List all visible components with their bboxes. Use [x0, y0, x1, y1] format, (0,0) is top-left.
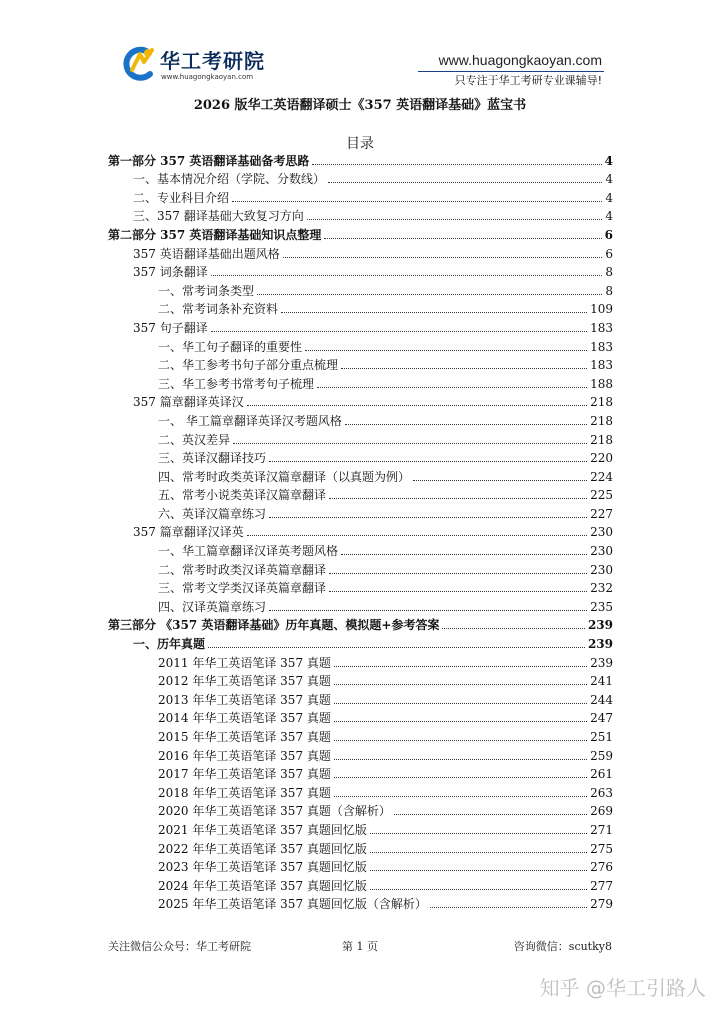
toc-entry-label: 357 篇章翻译英译汉 — [133, 395, 244, 410]
toc-entry-label: 2015 年华工英语笔译 357 真题 — [158, 730, 331, 744]
toc-entry-label: 三、华工参考书常考句子梳理 — [158, 376, 315, 391]
toc-entry-label: 四、常考时政类英译汉篇章翻译（以真题为例） — [158, 469, 411, 484]
toc-entry[interactable] — [108, 317, 613, 336]
toc-entry-page: 239 — [590, 655, 613, 670]
toc-entry[interactable] — [108, 689, 613, 708]
toc-entry[interactable] — [108, 503, 613, 522]
toc-entry-page: 244 — [590, 692, 613, 707]
toc-entry-page: 8 — [605, 265, 613, 280]
toc-leader-dots — [257, 294, 602, 295]
toc-entry-label: 三、英译汉翻译技巧 — [158, 451, 267, 466]
toc-entry-label: 357 英语翻译基础出题风格 — [133, 246, 280, 261]
footer-page-number: 第 1 页 — [342, 940, 378, 953]
toc-entry-label: 一、华工句子翻译的重要性 — [158, 339, 303, 354]
toc-entry-page: 6 — [605, 246, 613, 261]
toc-entry[interactable] — [108, 615, 613, 634]
toc-entry-page: 225 — [590, 488, 613, 503]
page-header — [0, 0, 720, 92]
toc-entry-label: 一、历年真题 — [133, 637, 206, 652]
toc-entry-page: 183 — [590, 358, 613, 373]
toc-leader-dots — [370, 852, 587, 853]
toc-entry-page: 227 — [590, 506, 613, 521]
toc-leader-dots — [232, 201, 602, 202]
toc-leader-dots — [328, 182, 602, 183]
toc-leader-dots — [307, 219, 603, 220]
toc-entry-label: 2014 年华工英语笔译 357 真题 — [158, 711, 331, 726]
toc-entry-label: 2025 年华工英语笔译 357 真题回忆版（含解析） — [158, 897, 427, 912]
toc-entry[interactable] — [108, 373, 613, 392]
toc-leader-dots — [341, 554, 587, 555]
toc-entry[interactable] — [108, 782, 613, 801]
toc-entry-label: 一、华工篇章翻译汉译英考题风格 — [158, 544, 339, 559]
toc-entry-label: 五、常考小说类英译汉篇章翻译 — [158, 488, 327, 503]
toc-entry[interactable] — [108, 875, 613, 894]
brand-name: 华工考研院 — [160, 49, 265, 73]
toc-entry-label: 2024 年华工英语笔译 357 真题回忆版 — [158, 878, 367, 893]
toc-leader-dots — [211, 331, 587, 332]
toc-leader-dots — [305, 350, 587, 351]
toc-entry-page: 109 — [590, 302, 613, 317]
toc-leader-dots — [281, 312, 587, 313]
toc-leader-dots — [334, 740, 587, 741]
toc-entry-label: 2017 年华工英语笔译 357 真题 — [158, 767, 331, 782]
footer-wechat-account: 关注微信公众号：华工考研院 — [108, 940, 251, 953]
toc-entry-label: 四、汉译英篇章练习 — [158, 599, 267, 614]
toc-entry[interactable] — [108, 596, 613, 615]
toc-entry-label: 357 词条翻译 — [133, 265, 208, 280]
toc-leader-dots — [317, 387, 587, 388]
toc-leader-dots — [334, 759, 587, 760]
toc-entry-page: 4 — [604, 153, 613, 168]
toc-entry-label: 一、常考词条类型 — [158, 283, 255, 298]
toc-entry-page: 230 — [590, 544, 613, 559]
toc-entry[interactable] — [108, 392, 613, 411]
toc-entry-page: 235 — [590, 599, 613, 614]
toc-entry-page: 188 — [590, 376, 613, 391]
toc-leader-dots — [211, 275, 603, 276]
toc-entry-label: 一、基本情况介绍（学院、分数线） — [133, 172, 326, 187]
toc-entry[interactable] — [108, 745, 613, 764]
toc-entry[interactable] — [108, 150, 613, 169]
toc-entry-label: 2021 年华工英语笔译 357 真题回忆版 — [158, 822, 367, 837]
toc-entry-page: 4 — [605, 172, 613, 187]
toc-entry-label: 2012 年华工英语笔译 357 真题 — [158, 674, 331, 689]
toc-heading: 目录 — [346, 136, 374, 152]
toc-entry[interactable] — [108, 801, 613, 820]
toc-entry-label: 一、 华工篇章翻译英译汉考题风格 — [158, 413, 342, 428]
toc-entry[interactable] — [108, 429, 613, 448]
toc-entry-label: 二、专业科目介绍 — [133, 190, 230, 205]
toc-entry-label: 357 篇章翻译汉译英 — [133, 525, 244, 540]
toc-leader-dots — [324, 238, 601, 239]
toc-entry-label: 二、英汉差异 — [158, 432, 231, 447]
toc-leader-dots — [370, 833, 587, 834]
toc-leader-dots — [334, 796, 587, 797]
toc-leader-dots — [334, 666, 587, 667]
toc-entry[interactable] — [108, 466, 613, 485]
toc-entry[interactable] — [108, 243, 613, 262]
toc-entry[interactable] — [108, 262, 613, 281]
toc-entry[interactable] — [108, 224, 613, 243]
toc-entry-label: 六、英译汉篇章练习 — [158, 506, 267, 521]
toc-entry-page: 261 — [590, 767, 613, 782]
site-url: www.huagongkaoyan.com — [438, 52, 602, 68]
toc-leader-dots — [345, 424, 587, 425]
toc-leader-dots — [329, 498, 587, 499]
toc-entry-label: 第三部分 《357 英语翻译基础》历年真题、模拟题+参考答案 — [108, 618, 440, 633]
toc-leader-dots — [334, 684, 587, 685]
brand-logo-icon — [118, 44, 158, 84]
toc-entry-page: 218 — [590, 413, 613, 428]
toc-entry[interactable] — [108, 336, 613, 355]
toc-entry-label: 二、华工参考书句子部分重点梳理 — [158, 358, 339, 373]
toc-leader-dots — [208, 647, 585, 648]
toc-entry[interactable] — [108, 857, 613, 876]
document-title: 2026 版华工英语翻译硕士《357 英语翻译基础》蓝宝书 — [193, 98, 527, 113]
toc-leader-dots — [247, 535, 587, 536]
toc-entry[interactable] — [108, 838, 613, 857]
toc-entry-page: 232 — [590, 581, 613, 596]
toc-entry-label: 三、357 翻译基础大致复习方向 — [133, 209, 304, 224]
toc-entry[interactable] — [108, 485, 613, 504]
toc-entry-page: 4 — [605, 209, 613, 224]
toc-entry-label: 二、常考时政类汉译英篇章翻译 — [158, 562, 327, 577]
toc-entry-page: 230 — [590, 525, 613, 540]
toc-entry-page: 8 — [605, 283, 613, 298]
toc-entry-label: 三、常考文学类汉译英篇章翻译 — [158, 581, 327, 596]
toc-entry[interactable] — [108, 708, 613, 727]
toc-entry[interactable] — [108, 578, 613, 597]
toc-entry-page: 4 — [605, 190, 613, 205]
toc-entry-page: 230 — [590, 562, 613, 577]
toc-entry-page: 271 — [590, 822, 613, 837]
toc-entry[interactable] — [108, 206, 613, 225]
toc-entry-page: 275 — [590, 841, 613, 856]
brand-url: www.huagongkaoyan.com — [161, 73, 254, 81]
toc-entry-page: 220 — [590, 451, 613, 466]
toc-entry-page: 263 — [590, 785, 613, 800]
toc-entry[interactable] — [108, 522, 613, 541]
toc-entry[interactable] — [108, 299, 613, 318]
toc-entry-page: 6 — [604, 227, 613, 242]
toc-leader-dots — [269, 461, 587, 462]
toc-entry[interactable] — [108, 187, 613, 206]
toc-entry[interactable] — [108, 355, 613, 374]
toc-entry-page: 218 — [590, 432, 613, 447]
toc-entry-page: 239 — [587, 618, 613, 633]
toc-leader-dots — [430, 907, 587, 908]
toc-entry-label: 二、常考词条补充资料 — [158, 302, 279, 317]
toc-leader-dots — [341, 368, 587, 369]
toc-leader-dots — [370, 870, 587, 871]
toc-entry-label: 2011 年华工英语笔译 357 真题 — [158, 655, 331, 670]
toc-entry-page: 251 — [590, 730, 613, 744]
toc-entry[interactable] — [108, 448, 613, 467]
footer-contact: 咨询微信：scutky8 — [513, 940, 612, 953]
toc-entry-page: 239 — [587, 637, 613, 652]
header-divider — [418, 71, 604, 72]
toc-leader-dots — [329, 591, 587, 592]
toc-entry[interactable] — [108, 819, 613, 838]
toc-leader-dots — [329, 573, 587, 574]
toc-entry[interactable] — [108, 410, 613, 429]
toc-leader-dots — [394, 814, 587, 815]
header-slogan: 只专注于华工考研专业课辅导! — [454, 74, 602, 87]
toc-entry[interactable] — [108, 671, 613, 690]
toc-leader-dots — [334, 777, 587, 778]
toc-entry-label: 2016 年华工英语笔译 357 真题 — [158, 748, 331, 763]
toc-entry[interactable] — [108, 894, 613, 913]
toc-entry-page: 183 — [590, 339, 613, 354]
toc-entry-label: 2020 年华工英语笔译 357 真题（含解析） — [158, 804, 391, 819]
toc-leader-dots — [233, 443, 587, 444]
toc-leader-dots — [247, 405, 587, 406]
toc-entry[interactable] — [108, 540, 613, 559]
toc-entry[interactable] — [108, 169, 613, 188]
toc-entry[interactable] — [108, 726, 613, 745]
toc-entry-page: 183 — [590, 320, 613, 335]
toc-entry-page: 218 — [590, 395, 613, 410]
toc-entry-page: 276 — [590, 860, 613, 875]
toc-entry-page: 241 — [590, 674, 613, 689]
toc-entry-label: 2013 年华工英语笔译 357 真题 — [158, 692, 331, 707]
toc-entry[interactable] — [108, 559, 613, 578]
toc-entry-label: 2018 年华工英语笔译 357 真题 — [158, 785, 331, 800]
table-of-contents — [108, 150, 613, 912]
toc-entry-label: 2022 年华工英语笔译 357 真题回忆版 — [158, 841, 367, 856]
toc-leader-dots — [334, 721, 587, 722]
toc-leader-dots — [413, 480, 587, 481]
toc-leader-dots — [442, 628, 584, 629]
toc-leader-dots — [312, 164, 601, 165]
toc-entry-page: 277 — [590, 878, 613, 893]
toc-entry[interactable] — [108, 764, 613, 783]
toc-entry-label: 2023 年华工英语笔译 357 真题回忆版 — [158, 860, 367, 875]
toc-leader-dots — [269, 517, 587, 518]
toc-entry[interactable] — [108, 633, 613, 652]
toc-leader-dots — [269, 610, 587, 611]
toc-leader-dots — [334, 703, 587, 704]
toc-entry-page: 247 — [590, 711, 613, 726]
toc-entry[interactable] — [108, 652, 613, 671]
toc-entry-label: 第一部分 357 英语翻译基础备考思路 — [108, 153, 310, 168]
toc-entry[interactable] — [108, 280, 613, 299]
toc-leader-dots — [283, 257, 603, 258]
toc-entry-page: 224 — [590, 469, 613, 484]
toc-leader-dots — [370, 889, 587, 890]
toc-entry-label: 第二部分 357 英语翻译基础知识点整理 — [108, 227, 322, 242]
toc-entry-page: 259 — [590, 748, 613, 763]
toc-entry-page: 279 — [590, 897, 613, 912]
toc-entry-label: 357 句子翻译 — [133, 320, 208, 335]
toc-entry-page: 269 — [590, 804, 613, 819]
watermark: 知乎 @华工引路人 — [539, 976, 706, 1000]
